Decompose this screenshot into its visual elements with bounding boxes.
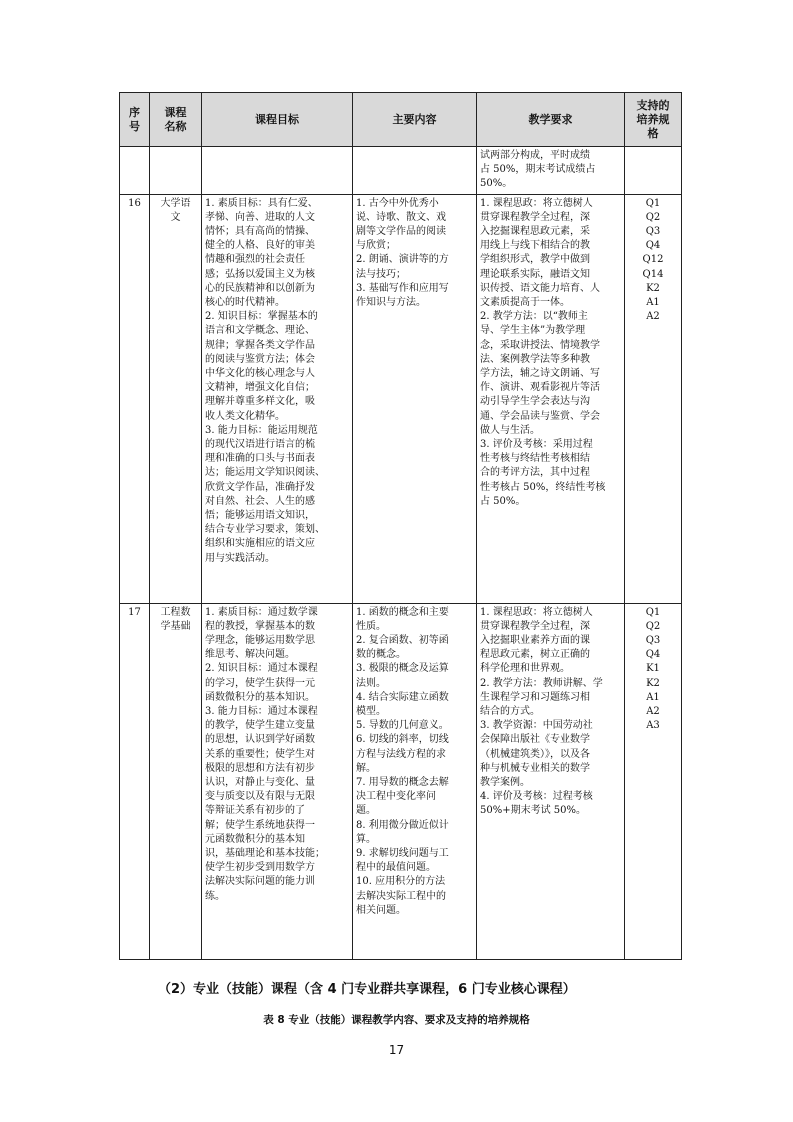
course-objectives [202,603,353,959]
text-line: 数的概念。 [356,649,406,661]
text-line: 认识，对静止与变化、量 [205,777,315,789]
text-line: 3. 教学资源：中国劳动社 [480,720,593,732]
text-line: Q3 [645,635,661,647]
text-line: A2 [646,311,660,323]
text-line: 情怀；具有高尚的情操、 [205,226,315,238]
text-line: 的阅读与鉴赏方法；体会 [205,353,315,365]
header-specs [625,93,682,147]
text-line: 试两部分构成，平时成绩 [480,150,590,161]
course-objectives [202,194,353,603]
cell-empty [150,147,202,195]
text-line: 贯穿课程教学全过程，深 [480,211,590,223]
text-line: 培养规 [636,112,670,126]
text-line: 5. 导数的几何意义。 [356,720,449,732]
text-line: 悟；能够运用语文知识， [205,510,315,522]
text-line: Q4 [645,649,661,661]
text-line: 感；弘扬以爱国主义为核 [205,268,315,280]
text-line: 等辩证关系有初步的了 [205,805,305,817]
cell-empty [625,147,682,195]
text-line: 2. 知识目标：通过本课程 [205,663,318,675]
text-line: 10. 应用积分的方法 [356,876,446,888]
text-line: 法解决实际问题的能力训 [205,876,315,888]
text-line: 用线上与线下相结合的教 [480,240,590,252]
text-line: 程思政元素，树立正确的 [480,649,590,661]
text-line: 科学伦理和世界观。 [480,663,570,675]
text-line: 合的考评方法，其中过程 [480,467,590,479]
text-line: 法则。 [356,677,386,689]
text-line: 结合专业学习要求，策划、 [205,524,325,536]
text-line: 生课程学习和习题练习相 [480,691,590,703]
section-heading: （2）专业（技能）课程（含 4 门专业群共享课程，6 门专业核心课程） [158,982,576,997]
text-line: 的现代汉语进行语言的梳 [205,439,315,451]
text-line: 文 [170,211,181,223]
text-line: 孝悌、向善、进取的人文 [205,211,315,223]
text-line: 2. 教学方法：以“教师主 [480,311,588,323]
text-line: 4. 结合实际建立函数 [356,691,449,703]
text-line: 1. 课程思政：将立德树人 [480,606,593,618]
text-line: 核心的时代精神。 [205,297,285,309]
text-line: 维思考、解决问题。 [205,649,295,661]
text-line: Q14 [642,268,664,280]
course-name [150,603,202,959]
text-line: 学方法，辅之诗文朗诵、写 [480,368,600,380]
text-line: 识，基础理论和基本技能； [205,848,325,860]
course-requirements [477,194,625,603]
text-line: 3. 能力目标：通过本课程 [205,706,318,718]
text-line: 元函数微积分的基本知 [205,833,305,845]
text-line: 导、学生主体”为教学理 [480,325,586,337]
text-line: 算。 [356,833,376,845]
text-line: 文精神，增强文化自信； [205,382,315,394]
text-line: 动引导学生学会表达与沟 [480,396,590,408]
text-line: 法、案例教学法等多种教 [480,353,590,365]
text-line: 2. 复合函数、初等函 [356,635,449,647]
text-line: 的学习，使学生获得一元 [205,677,315,689]
text-line: 占 50%。 [480,495,526,507]
text-line: 50%+期末考试 50%。 [480,805,587,817]
text-line: 的思想，认识到学好函数 [205,734,315,746]
course-specs [625,603,682,959]
text-line: 1. 素质目标：具有仁爱、 [205,197,318,209]
table-header-row [120,93,682,147]
text-line: 9. 求解切线问题与工 [356,848,449,860]
text-line: 文素质提高于一体。 [480,297,570,309]
text-line: 变与质变以及有限与无限 [205,791,315,803]
cell-empty [120,147,150,195]
text-line: 说、诗歌、散文、戏 [356,211,446,223]
text-line: 的教学，使学生建立变量 [205,720,315,732]
continuation-requirements [477,147,625,195]
text-line: 会保障出版社《专业数学 [480,734,590,746]
text-line: 教学案例。 [480,777,530,789]
header-contents [353,93,477,147]
text-line: 性考核占 50%，终结性考核 [480,481,606,493]
text-line: 工程数 [160,606,191,618]
text-line: 2. 知识目标：掌握基本的 [205,311,318,323]
text-line: 法与技巧； [356,268,406,280]
text-line: 极限的思想和方法有初步 [205,762,315,774]
text-line: K2 [646,677,660,689]
page-number: 17 [388,1043,405,1057]
text-line: 通、学会品读与鉴赏、学会 [480,410,600,422]
text-line: 7. 用导数的概念去解 [356,777,449,789]
header-course-name [150,93,202,147]
text-line: A2 [646,706,660,718]
text-line: 大学语 [160,197,191,209]
text-line: 组织和实施相应的语文应 [205,538,315,550]
text-line: 程的教授，掌握基本的数 [205,620,315,632]
text-line: 4. 评价及考核：过程考核 [480,791,593,803]
text-line: 1. 古今中外优秀小 [356,197,439,209]
text-line: 练。 [205,890,225,902]
continuation-row [120,147,682,195]
text-line: 性考核与终结性考核相结 [480,453,590,465]
text-line: 剧等文学作品的阅读 [356,226,446,238]
course-requirements [477,603,625,959]
text-line: Q3 [645,226,661,238]
text-line: 对自然、社会、人生的感 [205,495,315,507]
text-line: 课程目标 [255,112,299,126]
text-line: 理论联系实际，融语文知 [480,268,590,280]
text-line: 欣赏文学作品，准确抒发 [205,481,315,493]
text-line: A3 [646,720,660,732]
text-line: 主要内容 [392,112,437,126]
text-line: A1 [646,691,660,703]
text-line: Q1 [645,197,661,209]
text-line: 语言和文学概念、理论、 [205,325,315,337]
text-line: 理和准确的口头与书面表 [205,453,315,465]
text-line: 课程 [164,105,187,119]
text-line: 规律；掌握各类文学作品 [205,339,315,351]
text-line: 格 [647,126,659,140]
text-line: 结合的方式。 [480,706,540,718]
text-line: 模型。 [356,706,386,718]
text-line: 2. 教学方法：教师讲解、学 [480,677,603,689]
text-line: 达；能运用文学知识阅读、 [205,467,325,479]
text-line: 作、演讲、观看影视片等活 [480,382,600,394]
text-line: 心的民族精神和以创新为 [205,282,315,294]
cell-empty [202,147,353,195]
text-line: 3. 极限的概念及运算 [356,663,449,675]
course-contents [353,603,477,959]
table-row [120,194,682,603]
text-line: 3. 基础写作和应用写 [356,282,449,294]
text-line: 用与实践活动。 [205,552,275,564]
text-line: 决工程中变化率问 [356,791,436,803]
text-line: Q12 [642,254,664,266]
text-line: 性质。 [356,620,386,632]
text-line: 3. 评价及考核：采用过程 [480,439,593,451]
text-line: Q4 [645,240,661,252]
text-line: A1 [646,297,660,309]
text-line: 函数微积分的基本知识。 [205,691,315,703]
curriculum-table [119,92,682,960]
text-line: Q2 [645,620,661,632]
text-line: 识传授、语文能力培育、人 [480,282,600,294]
text-line: 情趣和强烈的社会责任 [205,254,305,266]
header-requirements [477,93,625,147]
text-line: 与欣赏； [356,240,396,252]
text-line: K2 [646,282,660,294]
text-line: 中华文化的核心理念与人 [205,368,315,380]
table-caption: 表 8 专业（技能）课程教学内容、要求及支持的培养规格 [263,1014,530,1026]
text-line: 关系的重要性；使学生对 [205,748,315,760]
text-line: K1 [646,663,660,675]
text-line: 贯穿课程教学全过程，深 [480,620,590,632]
header-objectives [202,93,353,147]
text-line: Q1 [645,606,661,618]
text-line: 念，采取讲授法、情境教学 [480,339,600,351]
text-line: 号 [129,119,140,133]
text-line: 50%。 [480,178,513,190]
text-line: 1. 素质目标：通过数学课 [205,606,318,618]
text-line: 支持的 [636,98,670,112]
text-line: 作知识与方法。 [356,297,426,309]
text-line: 2. 朗诵、演讲等的方 [356,254,449,266]
text-line: 收人类文化精华。 [205,410,285,422]
header-no [120,93,150,147]
text-line: 相关问题。 [356,904,406,916]
text-line: 3. 能力目标：能运用规范 [205,424,318,436]
text-line: 6. 切线的斜率，切线 [356,734,449,746]
text-line: 8. 利用微分做近似计 [356,819,449,831]
text-line: 种与机械专业相关的数学 [480,762,590,774]
text-line: （机械建筑类）》，以及各 [480,748,590,760]
text-line: 1. 函数的概念和主要 [356,606,449,618]
text-line: 使学生初步受到用数学方 [205,862,315,874]
text-line: 解。 [356,762,376,774]
text-line: 1. 课程思政：将立德树人 [480,197,593,209]
text-line: 做人与生活。 [480,424,540,436]
text-line: 理解并尊重多样文化，吸 [205,396,315,408]
text-line: 学基础 [160,620,191,632]
text-line: 去解决实际工程中的 [356,890,446,902]
text-line: 方程与法线方程的求 [356,748,446,760]
course-no: 17 [120,603,150,959]
table-row [120,603,682,959]
text-line: 解；使学生系统地获得一 [205,819,315,831]
course-no: 16 [120,194,150,603]
text-line: 序 [129,105,140,119]
text-line: 教学要求 [528,112,573,126]
text-line: 名称 [164,119,187,133]
text-line: 程中的最值问题。 [356,862,436,874]
text-line: 入挖掘职业素养方面的课 [480,635,590,647]
text-line: 学理念，能够运用数学思 [205,635,315,647]
text-line: Q2 [645,211,661,223]
course-specs [625,194,682,603]
course-name [150,194,202,603]
cell-empty [353,147,477,195]
text-line: 学组织形式，教学中做到 [480,254,590,266]
text-line: 题。 [356,805,376,817]
text-line: 占 50%，期末考试成绩占 [480,164,596,176]
text-line: 健全的人格、良好的审美 [205,240,315,252]
course-contents [353,194,477,603]
text-line: 入挖掘课程思政元素，采 [480,226,590,238]
